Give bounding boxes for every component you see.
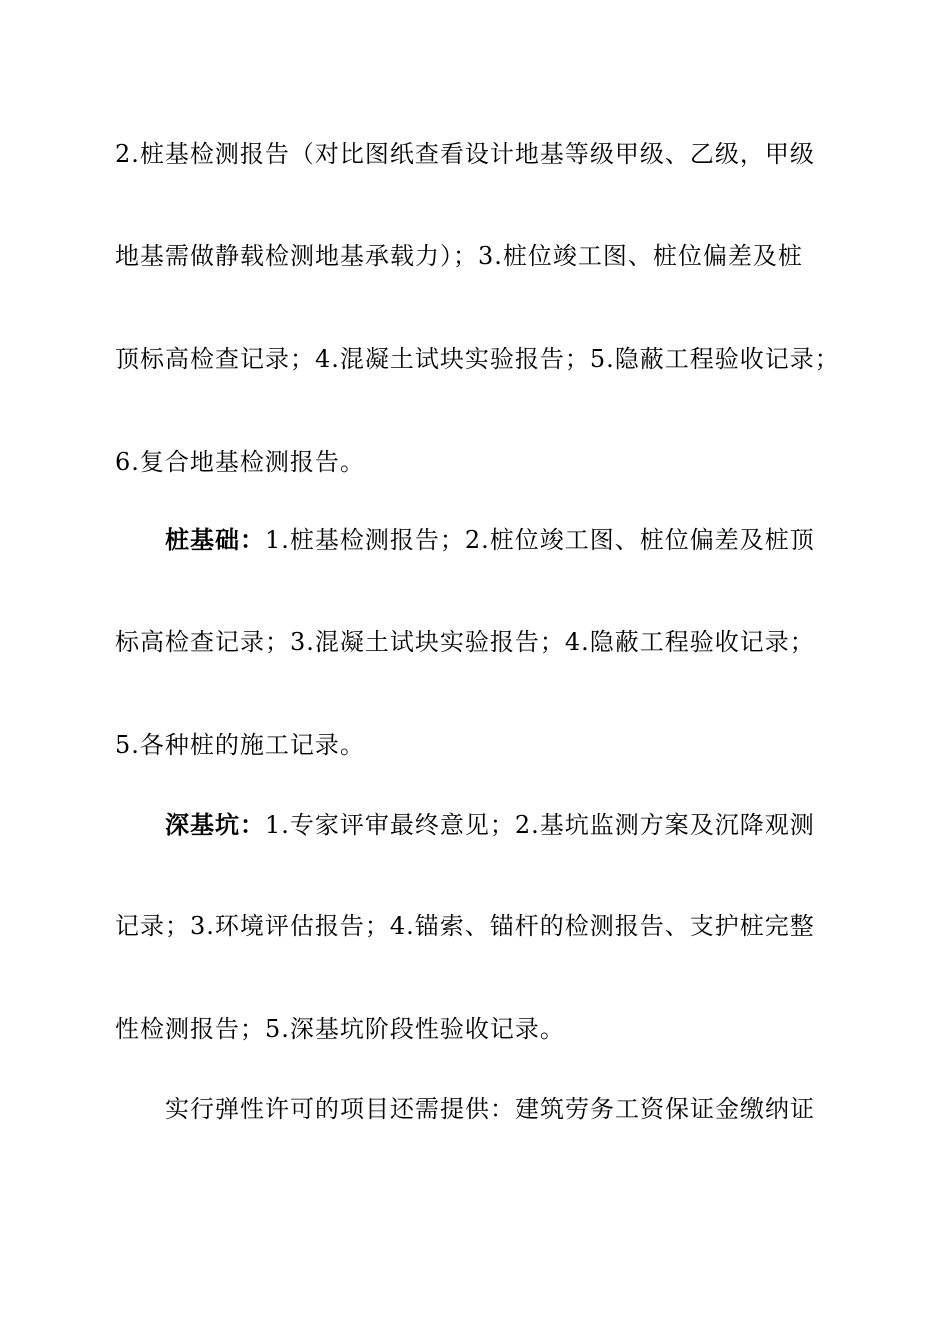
line-text: 地基需做静载检测地基承载力）；3.桩位竣工图、桩位偏差及桩 (115, 242, 803, 270)
text-line-10 (0, 1013, 950, 1045)
text-line-7 (0, 729, 950, 761)
section-label: 深基坑： (165, 810, 265, 839)
line-text: 实行弹性许可的项目还需提供：建筑劳务工资保证金缴纳证 (165, 1095, 815, 1123)
line-text: 1.桩基检测报告；2.桩位竣工图、桩位偏差及桩顶 (265, 526, 815, 554)
line-text: 6.复合地基检测报告。 (115, 448, 365, 476)
text-line-1 (0, 138, 950, 170)
line-text: 性检测报告；5.深基坑阶段性验收记录。 (115, 1015, 565, 1043)
line-text: 5.各种桩的施工记录。 (115, 731, 365, 759)
line-text: 顶标高检查记录；4.混凝土试块实验报告；5.隐蔽工程验收记录； (115, 345, 840, 373)
line-text: 记录；3.环境评估报告；4.锚索、锚杆的检测报告、支护桩完整 (115, 912, 815, 940)
section-deep-pit (0, 809, 950, 841)
text-line-2 (0, 240, 950, 272)
text-line-3 (0, 343, 950, 375)
text-line-4 (0, 446, 950, 478)
text-line-6 (0, 626, 950, 658)
text-line-9 (0, 910, 950, 942)
line-text: 1.专家评审最终意见；2.基坑监测方案及沉降观测 (265, 811, 815, 839)
line-text: 2.桩基检测报告（对比图纸查看设计地基等级甲级、乙级，甲级 (115, 140, 815, 168)
section-label: 桩基础： (165, 525, 265, 554)
section-pile-foundation (0, 524, 950, 556)
line-text: 标高检查记录；3.混凝土试块实验报告；4.隐蔽工程验收记录； (115, 628, 815, 656)
text-line-11 (0, 1093, 950, 1125)
